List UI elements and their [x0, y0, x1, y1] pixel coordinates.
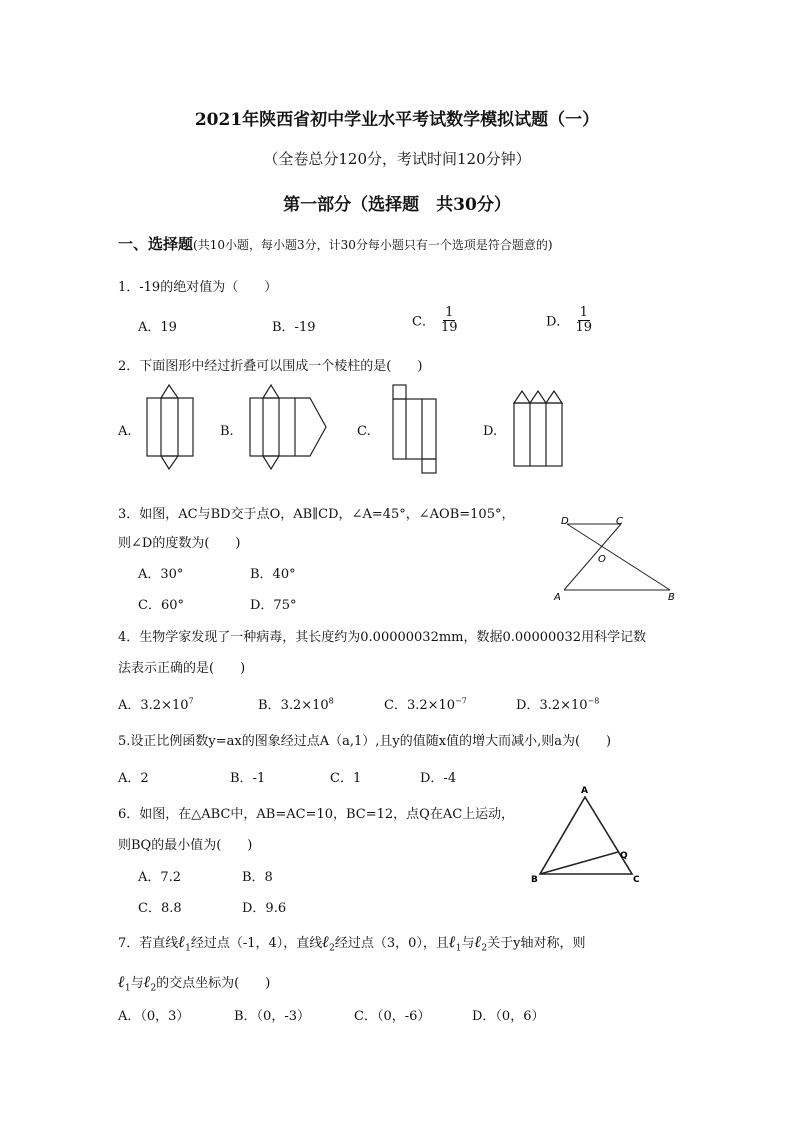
q1-d-num: 1	[579, 305, 588, 320]
q4-b-exp: 8	[328, 696, 334, 706]
q7-ell-4: ℓ	[474, 932, 482, 951]
q1-option-b: B．-19	[272, 320, 316, 335]
q7-ell-2: ℓ	[322, 932, 330, 951]
q4-a-exp: 7	[188, 696, 194, 706]
q6-option-d: D．9.6	[242, 901, 287, 916]
q4-c-exp: −7	[455, 696, 467, 706]
q3-option-d: D．75°	[250, 598, 297, 613]
page-subtitle: （全卷总分120分，考试时间120分钟）	[263, 150, 531, 168]
q7-option-a: A．（0，3）	[118, 1009, 190, 1024]
section-note: (共10小题，每小题3分，计30分每小题只有一个选项是符合题意的)	[193, 238, 553, 252]
q2-net-b	[242, 380, 332, 475]
q7-text-5: 关于y轴对称，则	[487, 936, 586, 951]
q1-d-fraction	[573, 306, 594, 334]
q4-a-base: 3.2×10	[140, 698, 189, 713]
section-title: 一、选择题	[118, 235, 194, 253]
q1-stem: 1．-19的绝对值为（ ）	[118, 280, 278, 295]
q3-label-c: C	[616, 516, 623, 527]
q4-d-prefix: D．	[516, 698, 540, 713]
q7-ell-3: ℓ	[448, 932, 456, 951]
part-heading: 第一部分（选择题 共30分）	[283, 195, 511, 215]
q6-figure	[525, 780, 650, 890]
q6-stem-line1: 6．如图，在△ABC中，AB=AC=10，BC=12，点Q在AC上运动，	[118, 807, 515, 822]
q4-option-b	[258, 694, 334, 713]
q7-ell-5: ℓ	[118, 972, 125, 991]
q7-stem-line2	[118, 972, 270, 994]
q3-option-a: A．30°	[138, 567, 184, 582]
q7-stem-line1	[118, 932, 585, 954]
q4-b-prefix: B．	[258, 698, 281, 713]
q4-d-exp: −8	[587, 696, 600, 706]
q7-text-6: 与	[130, 976, 144, 991]
q7-text-2: 经过点（-1，4），直线	[190, 936, 323, 951]
q7-text-4: 与	[461, 936, 475, 951]
q7-option-c: C．（0，-6）	[354, 1009, 431, 1024]
q4-option-a	[118, 694, 194, 713]
section-heading	[118, 233, 553, 254]
q6-label-b: B	[531, 875, 538, 885]
q1-option-d	[546, 306, 594, 334]
q2-option-c: C.	[357, 424, 371, 439]
q3-label-o: O	[598, 554, 606, 565]
page-title: 2021年陕西省初中学业水平考试数学模拟试题（一）	[194, 110, 600, 130]
q7-text-7: 的交点坐标为( )	[156, 976, 271, 991]
q1-option-a: A．19	[138, 320, 177, 335]
q3-stem-line2: 则∠D的度数为( )	[118, 536, 241, 551]
q6-option-b: B．8	[242, 870, 273, 885]
q7-option-b: B．（0，-3）	[234, 1009, 310, 1024]
q2-net-a	[140, 380, 200, 475]
q3-label-a: A	[554, 592, 561, 603]
q3-option-c: C．60°	[138, 598, 184, 613]
q5-stem: 5.设正比例函数y=ax的图象经过点A（a,1）,且y的值随x值的增大而减小,则a为( )	[118, 734, 612, 749]
q1-c-fraction	[439, 306, 460, 334]
q7-sub-5: 1	[124, 983, 131, 994]
q3-stem-line1: 3．如图，AC与BD交于点O，AB∥CD，∠A=45°，∠AOB=105°，	[118, 507, 515, 522]
q7-sub-3: 1	[455, 943, 462, 954]
q7-sub-4: 2	[481, 943, 488, 954]
q4-a-prefix: A．	[118, 698, 141, 713]
q4-b-base: 3.2×10	[280, 698, 329, 713]
q1-c-den: 19	[440, 319, 458, 335]
q7-ell-1: ℓ	[178, 932, 186, 951]
q4-c-prefix: C．	[384, 698, 407, 713]
q1-option-c	[412, 306, 460, 334]
q3-label-b: B	[668, 592, 675, 603]
q1-c-num: 1	[445, 305, 454, 320]
q6-stem-line2: 则BQ的最小值为( )	[118, 838, 253, 853]
q3-figure	[550, 510, 690, 605]
q1-d-den: 19	[575, 319, 592, 335]
q4-c-base: 3.2×10	[406, 698, 456, 713]
q6-label-a: A	[581, 786, 588, 796]
q2-net-c	[386, 383, 446, 478]
q1-c-prefix: C．	[412, 314, 435, 330]
q6-option-c: C．8.8	[138, 901, 182, 916]
q4-option-c	[384, 694, 467, 713]
q2-option-d: D.	[483, 424, 498, 439]
q6-label-q: Q	[620, 851, 628, 861]
q2-option-a: A.	[118, 424, 132, 439]
q2-net-d	[510, 383, 570, 473]
q6-label-c: C	[633, 875, 640, 885]
q7-sub-1: 1	[185, 943, 191, 954]
q7-text-3: 经过点（3，0），且	[334, 936, 449, 951]
q7-sub-2: 2	[329, 943, 335, 954]
q6-option-a: A．7.2	[138, 870, 182, 885]
q7-ell-6: ℓ	[143, 972, 151, 991]
q7-sub-6: 2	[150, 983, 157, 994]
q5-option-b: B．-1	[230, 771, 266, 786]
q3-option-b: B．40°	[250, 567, 296, 582]
q4-d-base: 3.2×10	[539, 698, 588, 713]
q5-option-d: D．-4	[420, 771, 457, 786]
q7-text-1: 7．若直线	[118, 936, 179, 951]
q4-stem-line2: 法表示正确的是( )	[118, 661, 246, 676]
q1-d-prefix: D．	[546, 314, 570, 330]
q7-option-d: D．（0，6）	[472, 1009, 545, 1024]
q5-option-c: C．1	[330, 771, 362, 786]
q4-stem-line1: 4．生物学家发现了一种病毒，其长度约为0.00000032mm，数据0.00000032用科学记数	[118, 630, 647, 645]
q2-option-b: B.	[220, 424, 234, 439]
q3-label-d: D	[561, 516, 569, 527]
q5-option-a: A．2	[118, 771, 149, 786]
q2-stem: 2．下面图形中经过折叠可以围成一个棱柱的是( )	[118, 359, 423, 374]
q4-option-d	[516, 694, 599, 713]
